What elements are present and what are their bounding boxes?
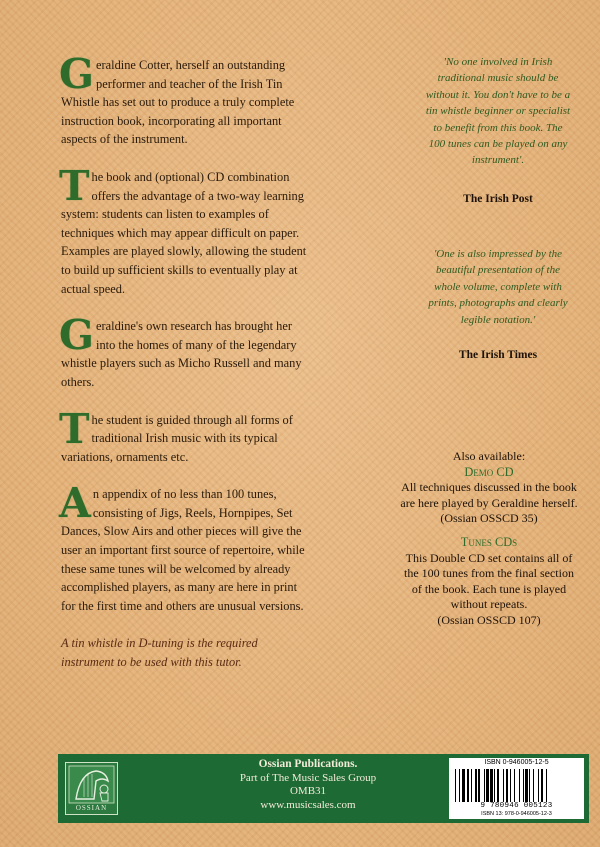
appendix-paragraph — [59, 479, 308, 615]
publisher-info — [203, 758, 413, 812]
also-available-box — [400, 449, 578, 629]
drop-cap: T — [59, 404, 90, 453]
ossian-logo — [65, 762, 118, 815]
publisher-footer — [58, 754, 589, 823]
isbn-10-label: ISBN 0-946005-12-5 — [484, 759, 549, 766]
tunes-cds-catalog: (Ossian OSSCD 107) — [437, 612, 541, 627]
paragraph-text: eraldine's own research has brought her into the homes of many of the legendary whistle players such as Micho Russell and many others. — [61, 319, 302, 389]
harper-illustration-icon — [66, 763, 117, 806]
demo-cd-title: Demo CD — [464, 464, 514, 479]
barcode-number: 9 780946 005123 — [480, 802, 553, 810]
demo-cd-catalog: (Ossian OSSCD 35) — [440, 511, 538, 526]
drop-cap: A — [59, 479, 91, 528]
isbn-13-label: ISBN 13: 978-0-946005-12-3 — [481, 811, 552, 817]
logo-wordmark: OSSIAN — [75, 804, 108, 812]
research-paragraph — [59, 311, 308, 391]
forms-paragraph — [59, 404, 308, 467]
review-source-irish-post: The Irish Post — [463, 193, 533, 205]
intro-paragraph — [59, 50, 308, 149]
demo-cd-description: All techniques discussed in the book are here played by Geraldine herself. — [400, 480, 578, 510]
drop-cap: G — [59, 50, 95, 98]
cd-combination-paragraph — [59, 161, 308, 298]
paragraph-text: eraldine Cotter, herself an outstanding performer and teacher of the Irish Tin Whistle has set out to produce a truly complete instruction book, incorporating all important aspects of the instrument. — [61, 58, 295, 147]
paragraph-text: he student is guided through all forms of traditional Irish music with its typical variations, ornaments etc. — [61, 412, 293, 464]
isbn-barcode — [449, 758, 584, 819]
review-quote-irish-post: 'No one involved in Irish traditional music should be without it. You don't have to be a tin whistle beginner or specialist to benefit from this book. The 100 tunes can be played on any instrument'. — [425, 56, 571, 167]
catalog-code: OMB31 — [289, 785, 327, 798]
tunes-cds-description: This Double CD set contains all of the 100 tunes from the final section of the book. Each tune is played without repeats. — [404, 550, 574, 612]
paragraph-text: he book and (optional) CD combination offers the advantage of a two-way learning system: students can listen to examples of techniques which may appear difficult on paper. Examples are played slowly, allowing the student to build up sufficient skills to eventually play at actual speed. — [61, 169, 307, 296]
publisher-website: www.musicsales.com — [260, 798, 356, 811]
paragraph-text: n appendix of no less than 100 tunes, consisting of Jigs, Reels, Hornpipes, Set Dances, Slow Airs and other pieces will give the user an important first source of repertoire, while these same tunes will be welcomed by already accomplished players, as many are here in print for the first time and others are unusual versions. — [61, 487, 305, 613]
barcode-bars — [455, 769, 578, 802]
also-available-heading: Also available: — [452, 449, 526, 463]
description-column — [59, 50, 308, 672]
drop-cap: G — [59, 311, 95, 360]
drop-cap: T — [59, 161, 90, 210]
instrument-note: A tin whistle in D-tuning is the required instrument to be used with this tutor. — [61, 636, 258, 670]
review-source-irish-times: The Irish Times — [458, 349, 538, 361]
review-quote-irish-times: 'One is also impressed by the beautiful presentation of the whole volume, complete with prints, photographs and clearly legible notation.' — [428, 248, 568, 326]
publisher-group: Part of The Music Sales Group — [239, 771, 377, 784]
publisher-name: Ossian Publications. — [258, 758, 358, 770]
tunes-cds-title: Tunes CDs — [460, 534, 518, 549]
